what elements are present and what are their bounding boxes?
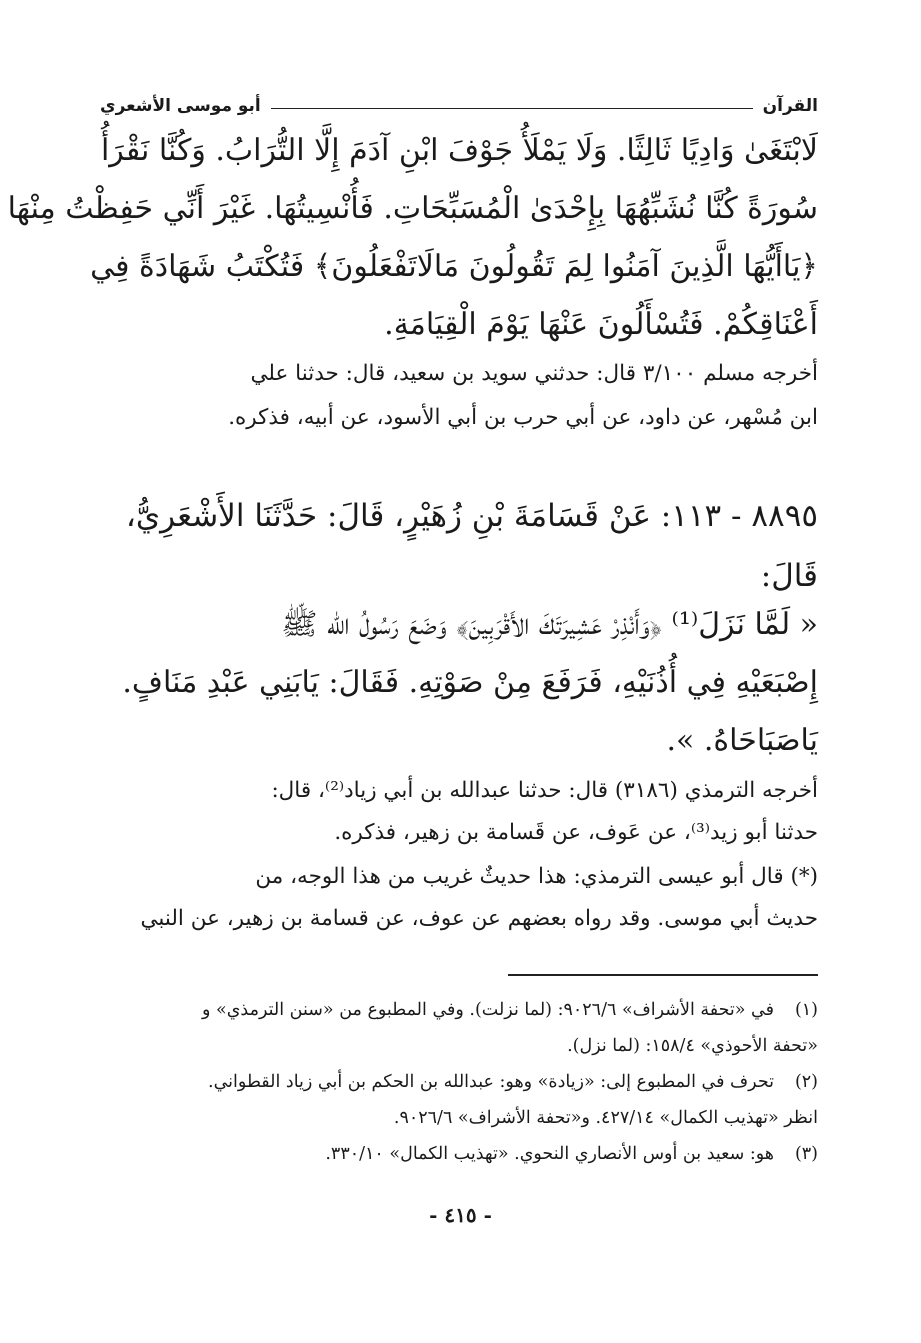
footnote-text: انظر «تهذيب الكمال» ٤٢٧/١٤. و«تحفة الأشراف» ٩٠٢٦/٦. [393,1108,818,1128]
footnote [100,1064,818,1100]
footnote [100,1136,818,1172]
hadith-line: سُورَةً كُنَّا نُشَبِّهُهَا بِإِحْدَىٰ الْمُسَبِّحَاتِ. فَأُنْسِيتُهَا. غَيْرَ أَنِّي حَفِظْتُ مِنْهَا [7,191,818,226]
source-line: ابن مُسْهر، عن داود، عن أبي حرب بن أبي الأسود، عن أبيه، فذكره. [228,405,818,430]
hadith-line: « لَمَّا نَزَلَ⁽¹⁾ ﴿وَأَنْذِرْ عَشِيرَتَكَ الأَقْرَبِينَ﴾ وَضَعَ رَسُولُ الله ﷺ [281,607,818,642]
hadith-text [100,596,818,770]
footnote [100,992,818,1028]
header-rule [271,108,753,109]
hadith-text-continued [7,122,818,354]
hadith-line: أَعْنَاقِكُمْ. فَتُسْأَلُونَ عَنْهَا يَوْمَ الْقِيَامَةِ. [384,307,818,342]
running-header [100,82,818,116]
source-line: حدثنا أبو زيد⁽³⁾، عن عَوف، عن قَسامة بن زهير، فذكره. [334,820,818,845]
hadith-heading-line: قَالَ: [760,558,818,594]
footnote-text: «تحفة الأحوذي» ١٥٨/٤: (لما نزل). [567,1036,818,1056]
hadith-line: لَابْتَغَىٰ وَادِيًا ثَالِثًا. وَلَا يَمْلَأُ جَوْفَ ابْنِ آدَمَ إِلَّا التُّرَابُ. وَكُنَّا نَقْرَأُ [100,133,818,168]
page-number: - ٤١٥ - [429,1203,492,1227]
footnote-number: (٣) [794,1144,818,1164]
source-paragraph [100,770,818,854]
footnote-text: في «تحفة الأشراف» ٩٠٢٦/٦: (لما نزلت). وفي المطبوع من «سنن الترمذي» و [201,1000,774,1020]
source-paragraph [100,352,818,440]
source-line: أخرجه مسلم ٣/١٠٠ قال: حدثني سويد بن سعيد، قال: حدثنا علي [250,361,818,386]
commentary-paragraph [100,856,818,940]
source-line: أخرجه الترمذي (٣١٨٦) قال: حدثنا عبدالله بن أبي زياد⁽²⁾، قال: [271,778,818,803]
hadith-heading-line: ٨٨٩٥ - ١١٣: عَنْ قَسَامَةَ بْنِ زُهَيْرٍ، قَالَ: حَدَّثَنَا الأَشْعَرِيُّ، [125,498,818,534]
header-chapter-title: أبو موسى الأشعري [100,96,261,116]
footnote-text: تحرف في المطبوع إلى: «زيادة» وهو: عبدالله بن الحكم بن أبي زياد القطواني. [208,1072,774,1092]
commentary-line: (*) قال أبو عيسى الترمذي: هذا حديثٌ غريب من هذا الوجه، من [255,864,818,889]
hadith-line: يَاصَبَاحَاهُ. ». [666,723,818,758]
commentary-line: حديث أبي موسى. وقد رواه بعضهم عن عوف، عن قسامة بن زهير، عن النبي [140,906,818,931]
hadith-line: إِصْبَعَيْهِ فِي أُذُنَيْهِ، فَرَفَعَ مِنْ صَوْتِهِ. فَقَالَ: يَابَنِي عَبْدِ مَنَافٍ. [122,665,818,700]
footnotes [100,992,818,1172]
header-section-title: القرآن [762,96,818,116]
footnote-number: (٢) [794,1072,818,1092]
footnote-separator [508,974,818,976]
hadith-heading [100,486,818,606]
hadith-line: ﴿يَاأَيُّهَا الَّذِينَ آمَنُوا لِمَ تَقُولُونَ مَالَاتَفْعَلُونَ﴾ فَتُكْتَبُ شَهَادَةً فِي [90,249,818,284]
footnote-number: (١) [794,1000,818,1020]
footnote-text: هو: سعيد بن أوس الأنصاري النحوي. «تهذيب الكمال» ٣٣٠/١٠. [325,1144,774,1164]
